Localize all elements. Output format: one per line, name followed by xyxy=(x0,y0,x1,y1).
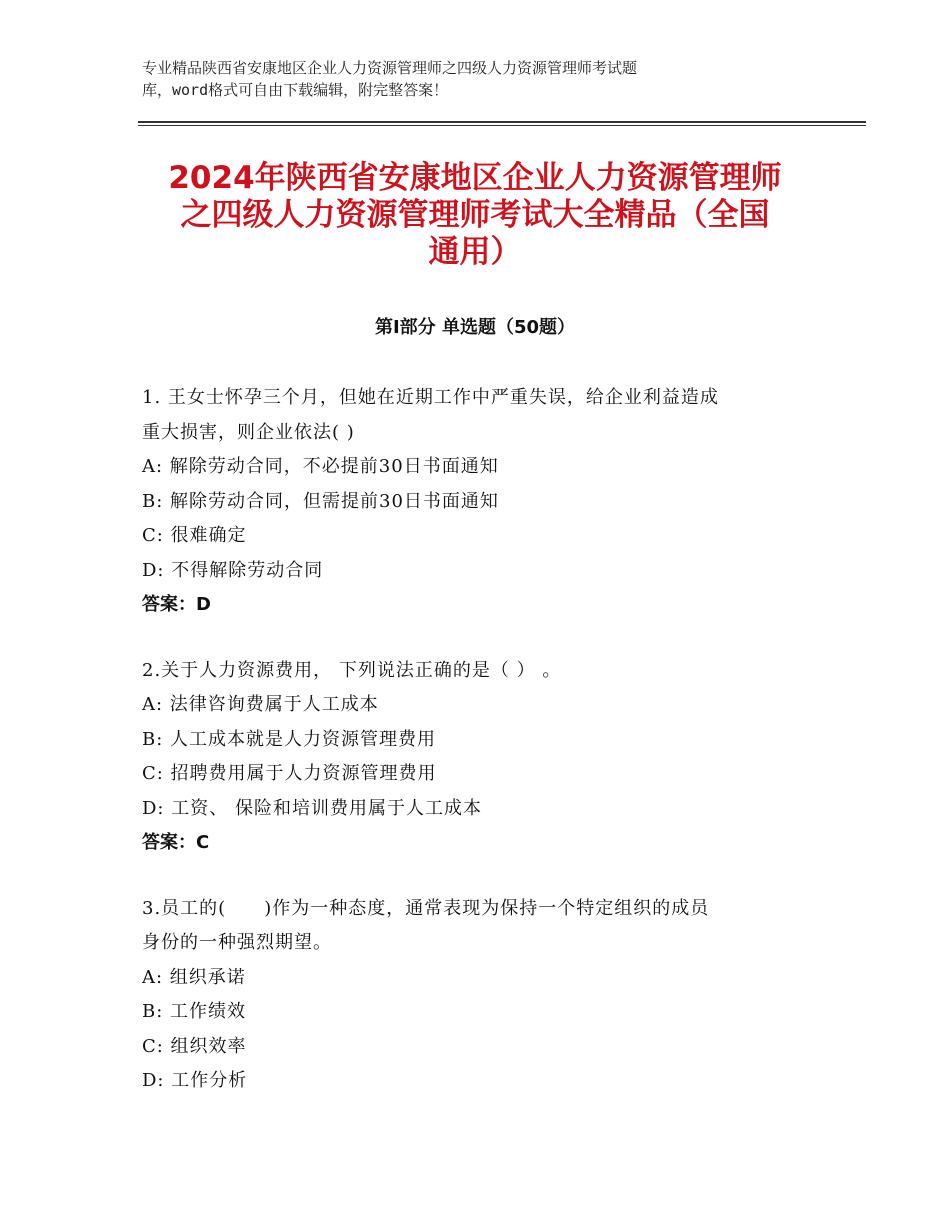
question-2-option-b: B: 人工成本就是人力资源管理费用 xyxy=(142,728,437,750)
header-note-line-1: 专业精品陕西省安康地区企业人力资源管理师之四级人力资源管理师考试题 xyxy=(142,59,638,77)
document-title-line-1: 2024年陕西省安康地区企业人力资源管理师 xyxy=(168,160,782,196)
question-3-option-d: D: 工作分析 xyxy=(142,1070,248,1091)
question-2-answer: 答案：C xyxy=(142,832,210,853)
question-3-option-a: A: 组织承诺 xyxy=(142,966,246,988)
header-divider-thick xyxy=(138,121,866,123)
header-divider-thin xyxy=(138,125,866,126)
question-2 xyxy=(142,654,822,861)
header-note-line-2: 库，word格式可自由下载编辑，附完整答案！ xyxy=(142,81,449,99)
question-2-stem-line-1: 2.关于人力资源费用， 下列说法正确的是（ ） 。 xyxy=(142,659,562,681)
question-3-option-c: C: 组织效率 xyxy=(142,1035,247,1057)
header-note xyxy=(142,57,832,101)
question-2-option-d: D: 工资、 保险和培训费用属于人工成本 xyxy=(142,797,482,819)
question-1-stem-line-1: 1. 王女士怀孕三个月，但她在近期工作中严重失误，给企业利益造成 xyxy=(142,387,719,408)
question-3-stem-line-2: 身份的一种强烈期望。 xyxy=(142,932,332,953)
question-1-option-c: C: 很难确定 xyxy=(142,525,247,546)
question-3-stem-line-1: 3.员工的( )作为一种态度，通常表现为保持一个特定组织的成员 xyxy=(142,897,710,919)
question-list xyxy=(142,381,822,1130)
question-3-option-b: B: 工作绩效 xyxy=(142,1001,247,1022)
question-2-option-a: A: 法律咨询费属于人工成本 xyxy=(142,694,379,715)
question-1-option-b: B: 解除劳动合同，但需提前30日书面通知 xyxy=(142,490,499,512)
section-title: 第Ⅰ部分 单选题（50题） xyxy=(374,317,575,338)
document-title-line-2: 之四级人力资源管理师考试大全精品（全国 xyxy=(180,197,770,233)
question-2-option-c: C: 招聘费用属于人力资源管理费用 xyxy=(142,763,437,784)
question-1-option-a: A: 解除劳动合同，不必提前30日书面通知 xyxy=(142,456,499,477)
document-title xyxy=(130,160,820,271)
question-3 xyxy=(142,892,822,1099)
question-1-answer: 答案：D xyxy=(142,594,211,615)
question-1-option-d: D: 不得解除劳动合同 xyxy=(142,559,324,581)
question-1-stem-line-2: 重大损害，则企业依法( ) xyxy=(142,421,355,443)
document-title-line-3: 通用） xyxy=(428,234,522,270)
question-1 xyxy=(142,381,822,623)
